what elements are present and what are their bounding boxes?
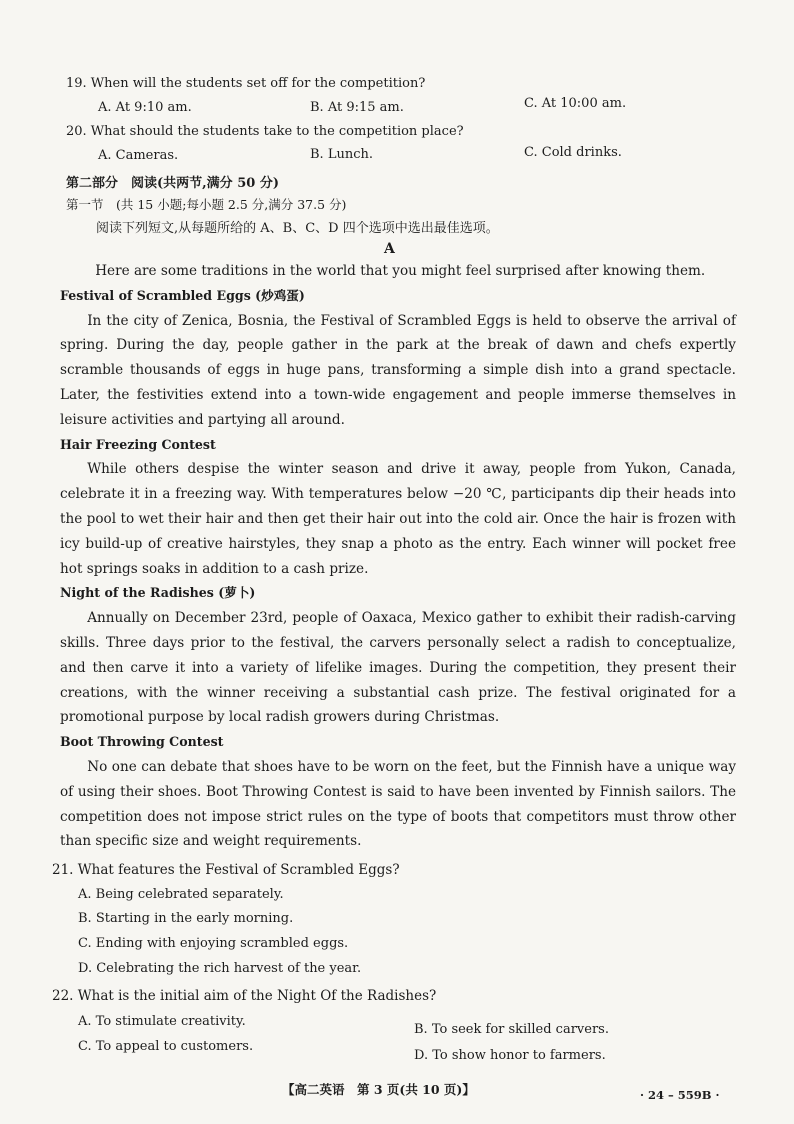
heading-night-of-radishes: Night of the Radishes (萝卜) [60, 585, 256, 601]
passage-a [60, 259, 736, 854]
section-part-1: 第一节 (共 15 小题;每小题 2.5 分,满分 37.5 分) [66, 197, 347, 212]
question-19-stem: 19. When will the students set off for the competition? [66, 76, 426, 91]
question-22-option-c: C. To appeal to customers. [78, 1039, 254, 1054]
question-19-option-a: A. At 9:10 am. [98, 100, 192, 115]
question-21-option-c: C. Ending with enjoying scrambled eggs. [78, 936, 349, 951]
question-22-option-a: A. To stimulate creativity. [78, 1014, 246, 1029]
footer-page-info: 【高二英语 第 3 页(共 10 页)】 [282, 1082, 475, 1097]
question-21-stem: 21. What features the Festival of Scrambled Eggs? [52, 862, 400, 878]
question-20-option-a: A. Cameras. [98, 148, 179, 163]
section-title: 第二部分 阅读(共两节,满分 50 分) [66, 176, 279, 191]
para-scrambled-eggs: In the city of Zenica, Bosnia, the Festival of Scrambled Eggs is held to observe the arrival of spring. During the day, people gather in the park at the break of dawn and chefs expertly scramble thousands of eggs in huge pans, transforming a simple dish into a grand spectacle. Later, the festivities extend into a town-wide engagement and people immerse themselves in leisure activities and partying all around. [60, 312, 736, 428]
question-22-option-d: D. To show honor to farmers. [414, 1048, 606, 1063]
footer-code: · 24 – 559B · [640, 1088, 720, 1102]
question-19-option-c: C. At 10:00 am. [524, 96, 627, 111]
question-20-option-c: C. Cold drinks. [524, 145, 622, 160]
para-boot-throwing: No one can debate that shoes have to be worn on the feet, but the Finnish have a unique way of using their shoes. Boot Throwing Contest is said to have been invented by Finnish sailors. The competition does not impose strict rules on the type of boots that competitors must throw other than specific size and weight requirements. [60, 758, 736, 850]
question-20-stem: 20. What should the students take to the competition place? [66, 124, 464, 139]
question-19-option-b: B. At 9:15 am. [310, 100, 404, 115]
question-22-option-b: B. To seek for skilled carvers. [414, 1022, 609, 1037]
question-21-option-b: B. Starting in the early morning. [78, 911, 294, 926]
passage-letter: A [384, 241, 395, 257]
question-22-stem: 22. What is the initial aim of the Night Of the Radishes? [52, 988, 437, 1004]
question-21-option-a: A. Being celebrated separately. [78, 887, 284, 902]
question-20-option-b: B. Lunch. [310, 147, 373, 162]
passage-intro: Here are some traditions in the world that you might feel surprised after knowing them. [95, 263, 706, 279]
question-21-option-d: D. Celebrating the rich harvest of the year. [78, 961, 362, 976]
heading-boot-throwing: Boot Throwing Contest [60, 734, 224, 750]
heading-scrambled-eggs: Festival of Scrambled Eggs (炒鸡蛋) [60, 287, 305, 303]
heading-hair-freezing: Hair Freezing Contest [60, 436, 216, 452]
section-instruction: 阅读下列短文,从每题所给的 A、B、C、D 四个选项中选出最佳选项。 [96, 221, 499, 236]
para-hair-freezing: While others despise the winter season and drive it away, people from Yukon, Canada, celebrate it in a freezing way. With temperatures below −20 ℃, participants dip their heads into the pool to wet their hair and then get their hair out into the cold air. Once the hair is frozen with icy build-up of creative hairstyles, they snap a photo as the entry. Each winner will pocket free hot springs soaks in addition to a cash prize. [60, 461, 736, 577]
para-night-of-radishes: Annually on December 23rd, people of Oaxaca, Mexico gather to exhibit their radish-carving skills. Three days prior to the festival, the carvers personally select a radish to conceptualize, and then carve it into a variety of lifelike images. During the competition, they present their creations, with the winner receiving a substantial cash prize. The festival originated for a promotional purpose by local radish growers during Christmas. [60, 610, 736, 726]
